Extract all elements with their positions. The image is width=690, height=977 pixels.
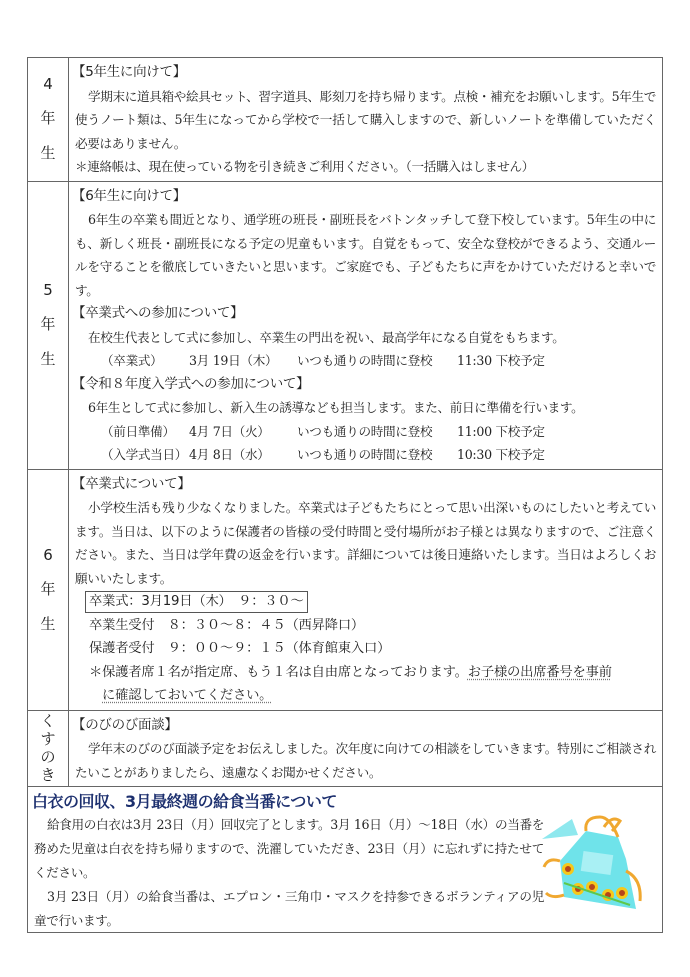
ceremony-time-box: 卒業式：3月19日（木） ９：３０～ [85, 591, 308, 613]
grade-5-content [69, 181, 663, 469]
paragraph: 小学校生活も残り少なくなりました。卒業式は子どもたちにとって思い出深いものにしたいと考えています。当日は、以下のように保護者の皆様の受付時間と受付場所がお子様とは異なりますので、ご注意ください。また、当日は学年費の返金を行います。詳細については後日連絡いたします。当日はよろしくお願いいたします。 [75, 500, 656, 586]
paragraph: 学期末に道具箱や絵具セット、習字道具、彫刻刀を持ち帰ります。点検・補充をお願いします。5年生で使うノート類は、5年生になってから学校で一括して購入しますので、新しいノートを準備していただく必要はありません。 [75, 88, 656, 151]
seating-note-cont: に確認しておいてください。 [102, 688, 273, 703]
grade-4-row [28, 58, 663, 182]
paragraph: 6年生として式に参加し、新入生の誘導なども担当します。また、前日に準備を行います。 [88, 400, 584, 415]
paragraph: 3月 23日（月）の給食当番は、エプロン・三角巾・マスクを持参できるボランティアの児童で行います。 [34, 889, 544, 928]
section-heading: 【卒業式について】 [72, 475, 191, 492]
paragraph: 給食用の白衣は3月 23日（月）回収完了とします。3月 16日（月）～18日（水）の当番を務めた児童は白衣を持ち帰りますので、洗濯していただき、23日（月）に忘れずに持たせてください。 [34, 817, 544, 880]
section-heading: 【令和８年度入学式への参加について】 [72, 375, 310, 392]
note: ＊連絡帳は、現在使っている物を引き続きご利用ください。（一括購入はしません） [75, 159, 534, 174]
paragraph: 学年末のびのび面談予定をお伝えしました。次年度に向けての相談をしていきます。特別にご相談されたいことがありましたら、遠慮なくお聞かせください。 [75, 741, 656, 780]
kusunoki-content [69, 710, 663, 787]
grade-5-row [28, 181, 663, 469]
grade-6-row [28, 469, 663, 710]
lunch-title: 白衣の回収、3月最終週の給食当番について [32, 792, 337, 811]
grade-table [27, 57, 663, 787]
graduate-reception: 卒業生受付 ８：３０～８：４５（西昇降口） [89, 617, 365, 633]
paragraph: 6年生の卒業も間近となり、通学班の班長・副班長をバトンタッチして登下校しています。5年生の中にも、新しく班長・副班長になる予定の児童もいます。自覚をもって、安全な登校ができるよう、交通ルールを守ることを徹底していきたいと思います。ご家庭でも、子どもたちに声をかけていただけると幸いです。 [75, 212, 656, 298]
newsletter-page [27, 57, 663, 933]
section-heading: 【卒業式への参加について】 [72, 305, 244, 321]
section-heading: 【のびのび面談】 [72, 716, 178, 733]
section-heading: 【6年生に向けて】 [72, 187, 186, 204]
kusunoki-row [28, 710, 663, 787]
grade-4-label: 4 年 生 [28, 58, 69, 182]
paragraph: 在校生代表として式に参加し、卒業生の門出を祝い、最高学年になる自覚をもちます。 [88, 329, 565, 345]
section-heading: 【5年生に向けて】 [72, 64, 186, 80]
schedule-row: （入学式当日） 4月 8日（水） いつも通りの時間に登校 10:30 下校予定 [101, 447, 545, 462]
grade-4-content [69, 58, 663, 182]
guardian-reception: 保護者受付 ９：００～９：１５（体育館東入口） [89, 641, 391, 656]
seating-note: ＊保護者席１名が指定席、もう１名は自由席となっております。お子様の出席番号を事前 [89, 664, 612, 680]
kusunoki-label: く す の き [28, 710, 69, 787]
lunch-duty-section [27, 787, 663, 933]
apron-illustration-icon [534, 809, 654, 919]
schedule-row: （卒業式） 3月 19日（木） いつも通りの時間に登校 11:30 下校予定 [101, 353, 545, 368]
grade-6-content [69, 469, 663, 710]
schedule-row: （前日準備） 4月 7日（火） いつも通りの時間に登校 11:00 下校予定 [101, 423, 545, 439]
grade-6-label: 6 年 生 [28, 469, 69, 710]
grade-5-label: 5 年 生 [28, 181, 69, 469]
